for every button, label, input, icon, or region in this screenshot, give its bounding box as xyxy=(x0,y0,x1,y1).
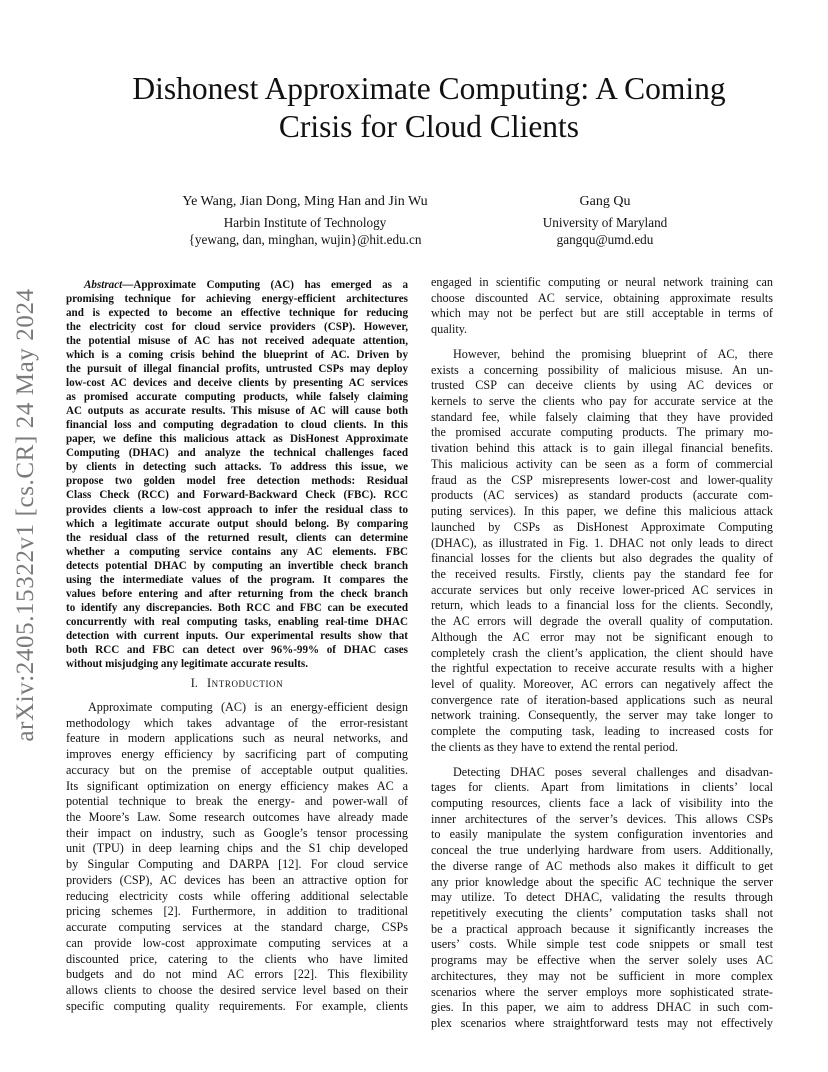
text-line: level of quality. Moreover, AC errors can negatively affect the xyxy=(431,676,773,691)
text-line: by clients in detecting such attacks. To address this issue, we xyxy=(66,461,408,474)
text-line: can provide low-cost approximate computing services at a xyxy=(66,935,408,950)
text-line: any prior knowledge about the specific AC technique the server xyxy=(431,874,773,889)
text-line: the diverse range of AC methods also makes it difficult to get xyxy=(431,858,773,873)
section-number: I. xyxy=(190,676,198,690)
author-email: {yewang, dan, minghan, wujin}@hit.edu.cn xyxy=(188,232,422,247)
text-line: the electricity cost for cloud service providers (CSP). However, xyxy=(66,321,408,334)
text-line: the pursuit of illegal financial profits, untrusted CSPs may deploy xyxy=(66,363,408,376)
paper-title xyxy=(70,70,788,146)
text-line: products (AC services) as standard products (accurate com- xyxy=(431,488,773,503)
text-line: paper, we define this malicious attack as DisHonest Approximate xyxy=(66,433,408,446)
text-line: accurate computing services at the standard charge, CSPs xyxy=(66,920,408,935)
text-line: (DHAC), as illustrated in Fig. 1. DHAC not only leads to direct xyxy=(431,535,773,550)
author-names: Ye Wang, Jian Dong, Ming Han and Jin Wu xyxy=(182,194,428,209)
title-line: Crisis for Cloud Clients xyxy=(278,109,580,144)
text-line: the received results. Firstly, clients pay the standard fee for xyxy=(431,566,773,581)
author-email: gangqu@umd.edu xyxy=(556,232,654,247)
text-line: tivation behind this attack is to gain illegal financial benefits. xyxy=(431,441,773,456)
text-line: to easily manipulate the system configuration inventories and xyxy=(431,827,773,842)
text-line: convergence rate of iteration-based applications such as neural xyxy=(431,692,773,707)
text-line: Although the AC error may not be significant enough to xyxy=(431,629,773,644)
text-line: which may not be perfect but are still acceptable in terms of xyxy=(431,306,773,321)
abstract xyxy=(66,278,408,671)
text-line: inner architectures of the server’s devices. This allows CSPs xyxy=(431,811,773,826)
text-line: by Singular Computing and DARPA [12]. For cloud service xyxy=(66,857,408,872)
text-line: return, which leads to a financial loss for the clients. Secondly, xyxy=(431,598,773,613)
text-line: scenarios where the server employs more sophisticated strate- xyxy=(431,984,773,999)
text-line: the potential misuse of AC has not received adequate attention, xyxy=(66,335,408,348)
text-line: whether a computing service contains any AC elements. FBC xyxy=(66,545,408,558)
text-line: budgets and do not mind AC errors [22]. This flexibility xyxy=(66,967,408,982)
abstract-text: —Approximate Computing (AC) has emerged as a xyxy=(122,279,408,291)
text-line: be a practical approach because it significantly increases the xyxy=(431,921,773,936)
text-line: This malicious activity can be seen as a form of commercial xyxy=(431,456,773,471)
text-line xyxy=(66,278,408,292)
text-line: tages for clients. Apart from limitations in clients’ local xyxy=(431,780,773,795)
text-line: fraud as the CSP misrepresents lower-cost and lower-quality xyxy=(431,472,773,487)
text-line: completely crash the client’s application, the client should have xyxy=(431,645,773,660)
text-line: unit (TPU) in deep learning chips and the S1 chip developed xyxy=(66,841,408,856)
text-line: which is a coming crisis behind the blueprint of AC. Driven by xyxy=(66,349,408,362)
text-line: detects potential DHAC by computing an invertible check branch xyxy=(66,559,408,572)
intro-right-column xyxy=(431,275,773,1032)
text-line: low-cost AC devices and deceive clients by presenting AC services xyxy=(66,377,408,390)
text-line: However, behind the promising blueprint of AC, there xyxy=(453,346,773,361)
text-line: plex scenarios where straightforward tests may not effectively xyxy=(431,1016,773,1031)
section-heading xyxy=(66,676,408,692)
text-line: AC outputs as accurate results. This misuse of AC will cause both xyxy=(66,405,408,418)
text-line: repetitively executing the clients’ computation tasks shall not xyxy=(431,906,773,921)
text-line: to identify any discrepancies. Both RCC and FBC can be executed xyxy=(66,601,408,614)
text-line: potential technique to break the energy- and power-wall of xyxy=(66,794,408,809)
text-line: network training. Consequently, the server may take longer to xyxy=(431,708,773,723)
text-line: discounted price, catering to the clients who have limited xyxy=(66,951,408,966)
text-line: the clients as they have to extend the rental period. xyxy=(431,739,679,754)
text-line: as promised accurate computing products, while falsely claiming xyxy=(66,391,408,404)
text-line: Computing (DHAC) and analyze the technical challenges faced xyxy=(66,447,408,460)
text-line: the Moore’s Law. Some research outcomes have already made xyxy=(66,810,408,825)
arxiv-identifier: arXiv:2405.15322v1 [cs.CR] 24 May 2024 xyxy=(12,288,39,742)
text-line: which a legitimate accurate output should belong. By comparing xyxy=(66,517,408,530)
text-line: conceal the true underlying hardware from users. Additionally, xyxy=(431,843,773,858)
text-line: both RCC and FBC can detect over 96%-99% of DHAC cases xyxy=(66,643,408,656)
text-line: pricing schemes [2]. Furthermore, in addition to traditional xyxy=(66,904,408,919)
text-line: specific computing quality requirements. For example, clients xyxy=(66,998,408,1013)
section-title: Introduction xyxy=(206,676,284,690)
text-line: and is expected to become an effective technique for reducing xyxy=(66,307,408,320)
text-line: Its significant optimization on energy efficiency makes AC a xyxy=(66,778,408,793)
text-line: engaged in scientific computing or neural network training can xyxy=(431,275,773,289)
text-line: the promised accurate computing products. The primary mo- xyxy=(431,425,773,440)
title-line: Dishonest Approximate Computing: A Coming xyxy=(132,71,726,106)
text-line: values before entering and after returning from the check branch xyxy=(66,587,408,600)
author-affiliation: Harbin Institute of Technology xyxy=(223,214,387,230)
text-line: feature in modern applications such as neural networks, and xyxy=(66,731,408,746)
text-line: provides clients a low-cost approach to infer the residual class to xyxy=(66,503,408,516)
author-names: Gang Qu xyxy=(579,194,631,209)
text-line: improves energy efficiency by sacrificing part of computing xyxy=(66,747,408,762)
text-line: propose two golden model free detection methods: Residual xyxy=(66,475,408,488)
text-line: users’ costs. While simple test code snippets or small test xyxy=(431,937,773,952)
text-line: exists a concerning possibility of malicious misuse. An un- xyxy=(431,362,773,377)
author-block-2 xyxy=(500,193,710,249)
text-line: choose discounted AC service, obtaining approximate results xyxy=(431,290,773,305)
text-line: quality. xyxy=(431,322,468,337)
text-line: promising technique for achieving energy-efficient architectures xyxy=(66,293,408,306)
text-line: providers (CSP), AC devices has been an attractive option for xyxy=(66,872,408,887)
text-line: computing resources, clients face a lack of visibility into the xyxy=(431,796,773,810)
text-line: the AC errors will degrade the overall quality of computation. xyxy=(431,614,773,629)
text-line: reducing electricity costs while offering additional selectable xyxy=(66,888,408,903)
text-line: methodology which takes advantage of the error-resistant xyxy=(66,715,408,730)
text-line: Class Check (RCC) and Forward-Backward Check (FBC). RCC xyxy=(66,489,408,502)
text-line: detection with current inputs. Our experimental results show that xyxy=(66,629,408,642)
text-line: the rightful expectation to receive accurate results with a higher xyxy=(431,661,773,676)
text-line: trusted CSP can deceive clients by using AC devices or xyxy=(431,378,773,393)
text-line: without misjudging any legitimate accurate results. xyxy=(66,657,308,670)
text-line: financial loss and computing degradation to cloud clients. In this xyxy=(66,419,408,432)
text-line: the residual class of the returned result, clients can determine xyxy=(66,531,408,544)
text-line: architectures, they may not be sufficient in more complex xyxy=(431,968,773,983)
text-line: may utilize. To detect DHAC, validating the results through xyxy=(431,890,773,905)
text-line: Detecting DHAC poses several challenges and disadvan- xyxy=(453,764,773,779)
text-line: launched by CSPs as DisHonest Approximate Computing xyxy=(431,519,773,534)
text-line: financial losses for the clients but also degrades the quality of xyxy=(431,551,773,566)
author-affiliation: University of Maryland xyxy=(542,214,668,230)
intro-left-column xyxy=(66,700,408,1014)
text-line: allows clients to choose the desired service level based on their xyxy=(66,982,408,997)
text-line: their impact on industry, such as Google’s tensor processing xyxy=(66,825,408,840)
text-line: using the intermediate values of the program. It compares the xyxy=(66,573,408,586)
text-line: kernels to serve the clients who pay for accurate service at the xyxy=(431,394,773,409)
text-line: Approximate computing (AC) is an energy-efficient design xyxy=(88,700,408,714)
abstract-label: Abstract xyxy=(84,279,123,291)
text-line: gies. In this paper, we aim to address DHAC in such com- xyxy=(431,1000,773,1015)
text-line: concurrently with real computing tasks, enabling real-time DHAC xyxy=(66,615,408,628)
author-block-1 xyxy=(140,193,470,249)
text-line: accuracy but on the premise of acceptable output qualities. xyxy=(66,762,408,777)
text-line: programs may be effective when the server solely uses AC xyxy=(431,953,773,968)
text-line: complete the computing task, leading to increased costs for xyxy=(431,724,773,739)
text-line: standard fee, while falsely claiming that they have provided xyxy=(431,409,773,424)
text-line: accurate services but only receive lower-priced AC services in xyxy=(431,582,773,597)
text-line: puting services). In this paper, we define this malicious attack xyxy=(431,504,773,519)
